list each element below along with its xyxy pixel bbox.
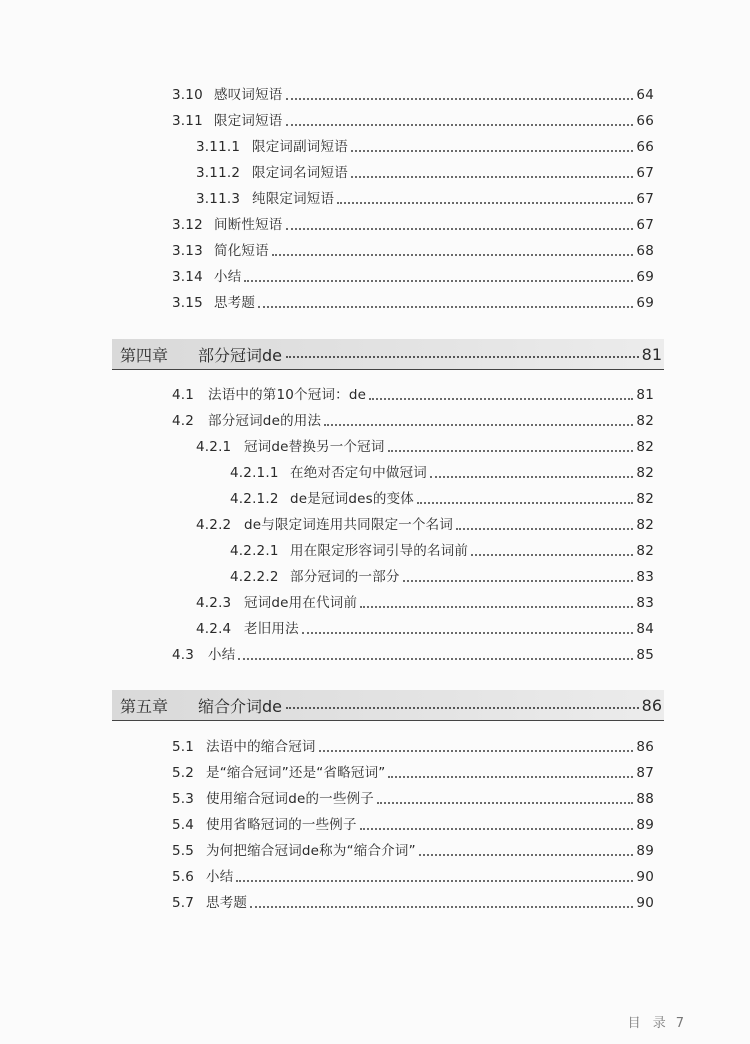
entry-number: 3.14 [172,269,203,285]
entry-page: 82 [636,413,654,429]
dot-leader [272,254,633,256]
entry-page: 82 [636,439,654,455]
toc-entry[interactable] [196,430,654,456]
entry-title: 用在限定形容词引导的名词前 [290,543,469,559]
entry-title: 部分冠词de的用法 [208,413,322,429]
toc-entry[interactable] [172,260,654,286]
dot-leader [258,306,633,308]
toc-entry[interactable] [196,130,654,156]
entry-number: 3.11 [172,113,203,129]
entry-title: de与限定词连用共同限定一个名词 [244,517,454,533]
dot-leader [238,658,633,660]
entry-title: de是冠词des的变体 [290,491,414,507]
toc-entry[interactable] [172,78,654,104]
dot-leader [337,202,633,204]
entry-number: 4.3 [172,647,195,663]
chapter-page: 86 [641,695,662,715]
entry-title: 思考题 [206,895,248,911]
entry-number: 4.1 [172,387,195,403]
entry-page: 82 [636,491,654,507]
dot-leader [369,398,633,400]
toc-entry[interactable] [172,286,654,312]
dot-leader [324,424,633,426]
dot-leader [360,828,633,830]
entry-page: 88 [636,791,654,807]
chapter-title: 缩合介词de [198,696,283,716]
entry-page: 69 [636,295,654,311]
entry-number: 3.13 [172,243,203,259]
entry-page: 67 [636,217,654,233]
entry-number: 4.2.1.1 [230,465,279,481]
entry-page: 90 [636,869,654,885]
entry-number: 4.2.4 [196,621,232,637]
dot-leader [388,450,633,452]
dot-leader [456,528,633,530]
entry-number: 3.11.3 [196,191,241,207]
entry-page: 64 [636,87,654,103]
entry-number: 3.11.1 [196,139,241,155]
entry-number: 4.2.1 [196,439,232,455]
dot-leader [430,476,633,478]
entry-title: 部分冠词的一部分 [290,569,400,585]
dot-leader [388,776,633,778]
entry-page: 67 [636,165,654,181]
dot-leader [286,356,639,358]
toc-entry[interactable] [196,586,654,612]
toc-entry[interactable] [172,208,654,234]
toc-entry[interactable] [172,756,654,782]
entry-number: 5.4 [172,817,195,833]
entry-page: 83 [636,595,654,611]
entry-page: 87 [636,765,654,781]
chapter-heading[interactable] [112,339,664,370]
entry-number: 5.7 [172,895,195,911]
page-footer [628,1012,684,1031]
dot-leader [250,906,633,908]
dot-leader [286,124,634,126]
toc-entry[interactable] [172,378,654,404]
toc-entry[interactable] [172,860,654,886]
toc-entry[interactable] [172,808,654,834]
entry-page: 82 [636,517,654,533]
dot-leader [419,854,633,856]
entry-title: 间断性短语 [214,217,283,233]
entry-title: 法语中的第10个冠词：de [208,387,367,403]
chapter-page: 81 [641,344,662,364]
toc-entry[interactable] [230,456,654,482]
entry-number: 5.3 [172,791,195,807]
chapter-label: 第四章 [120,345,169,365]
entry-number: 3.11.2 [196,165,241,181]
entry-page: 67 [636,191,654,207]
entry-page: 69 [636,269,654,285]
entry-number: 4.2.1.2 [230,491,279,507]
chapter-label: 第五章 [120,696,169,716]
entry-page: 89 [636,817,654,833]
entry-title: 限定词副词短语 [252,139,348,155]
entry-title: 感叹词短语 [214,87,283,103]
entry-title: 简化短语 [214,243,269,259]
toc-entry[interactable] [196,156,654,182]
entry-number: 4.2.3 [196,595,232,611]
toc-entry[interactable] [196,508,654,534]
entry-number: 3.15 [172,295,203,311]
entry-page: 81 [636,387,654,403]
entry-number: 4.2.2.2 [230,569,279,585]
entry-number: 4.2.2.1 [230,543,279,559]
dot-leader [236,880,633,882]
entry-title: 限定词名词短语 [252,165,348,181]
entry-number: 3.12 [172,217,203,233]
entry-title: 在绝对否定句中做冠词 [290,465,427,481]
dot-leader [244,280,633,282]
chapter-title: 部分冠词de [198,345,283,365]
entry-number: 4.2 [172,413,195,429]
dot-leader [403,580,633,582]
toc-entry[interactable] [172,730,654,756]
toc-entry[interactable] [230,560,654,586]
toc-entry[interactable] [172,638,654,664]
entry-page: 89 [636,843,654,859]
dot-leader [286,228,634,230]
dot-leader [351,150,633,152]
dot-leader [286,98,634,100]
dot-leader [319,750,633,752]
entry-page: 66 [636,139,654,155]
toc-entry[interactable] [230,534,654,560]
toc-entry[interactable] [196,182,654,208]
entry-number: 5.5 [172,843,195,859]
entry-title: 法语中的缩合冠词 [206,739,316,755]
entry-page: 85 [636,647,654,663]
entry-page: 90 [636,895,654,911]
chapter-heading[interactable] [112,690,664,721]
dot-leader [286,707,639,709]
entry-title: 为何把缩合冠词de称为“缩合介词” [206,843,416,859]
dot-leader [417,502,633,504]
entry-page: 68 [636,243,654,259]
dot-leader [360,606,633,608]
entry-title: 使用缩合冠词de的一些例子 [206,791,374,807]
entry-title: 冠词de用在代词前 [244,595,358,611]
entry-title: 小结 [214,269,242,285]
entry-page: 84 [636,621,654,637]
dot-leader [302,632,633,634]
entry-title: 老旧用法 [244,621,299,637]
entry-title: 小结 [208,647,236,663]
entry-page: 83 [636,569,654,585]
toc-entry[interactable] [230,482,654,508]
entry-title: 小结 [206,869,234,885]
entry-number: 5.2 [172,765,195,781]
dot-leader [377,802,633,804]
footer-label: 目 录 [627,1016,670,1031]
entry-number: 5.1 [172,739,195,755]
entry-page: 82 [636,543,654,559]
toc-entry[interactable] [172,886,654,912]
entry-page: 82 [636,465,654,481]
entry-number: 3.10 [172,87,203,103]
entry-page: 66 [636,113,654,129]
entry-title: 冠词de替换另一个冠词 [244,439,385,455]
entry-title: 使用省略冠词的一些例子 [206,817,357,833]
toc-entry[interactable] [172,782,654,808]
page-number: 7 [675,1016,684,1031]
entry-page: 86 [636,739,654,755]
entry-number: 5.6 [172,869,195,885]
entry-title: 限定词短语 [214,113,283,129]
dot-leader [351,176,633,178]
toc-entry[interactable] [172,404,654,430]
entry-title: 纯限定词短语 [252,191,335,207]
dot-leader [471,554,633,556]
toc-entry[interactable] [196,612,654,638]
entry-title: 是“缩合冠词”还是“省略冠词” [206,765,386,781]
entry-number: 4.2.2 [196,517,232,533]
toc-entry[interactable] [172,834,654,860]
toc-entry[interactable] [172,234,654,260]
entry-title: 思考题 [214,295,256,311]
toc-entry[interactable] [172,104,654,130]
